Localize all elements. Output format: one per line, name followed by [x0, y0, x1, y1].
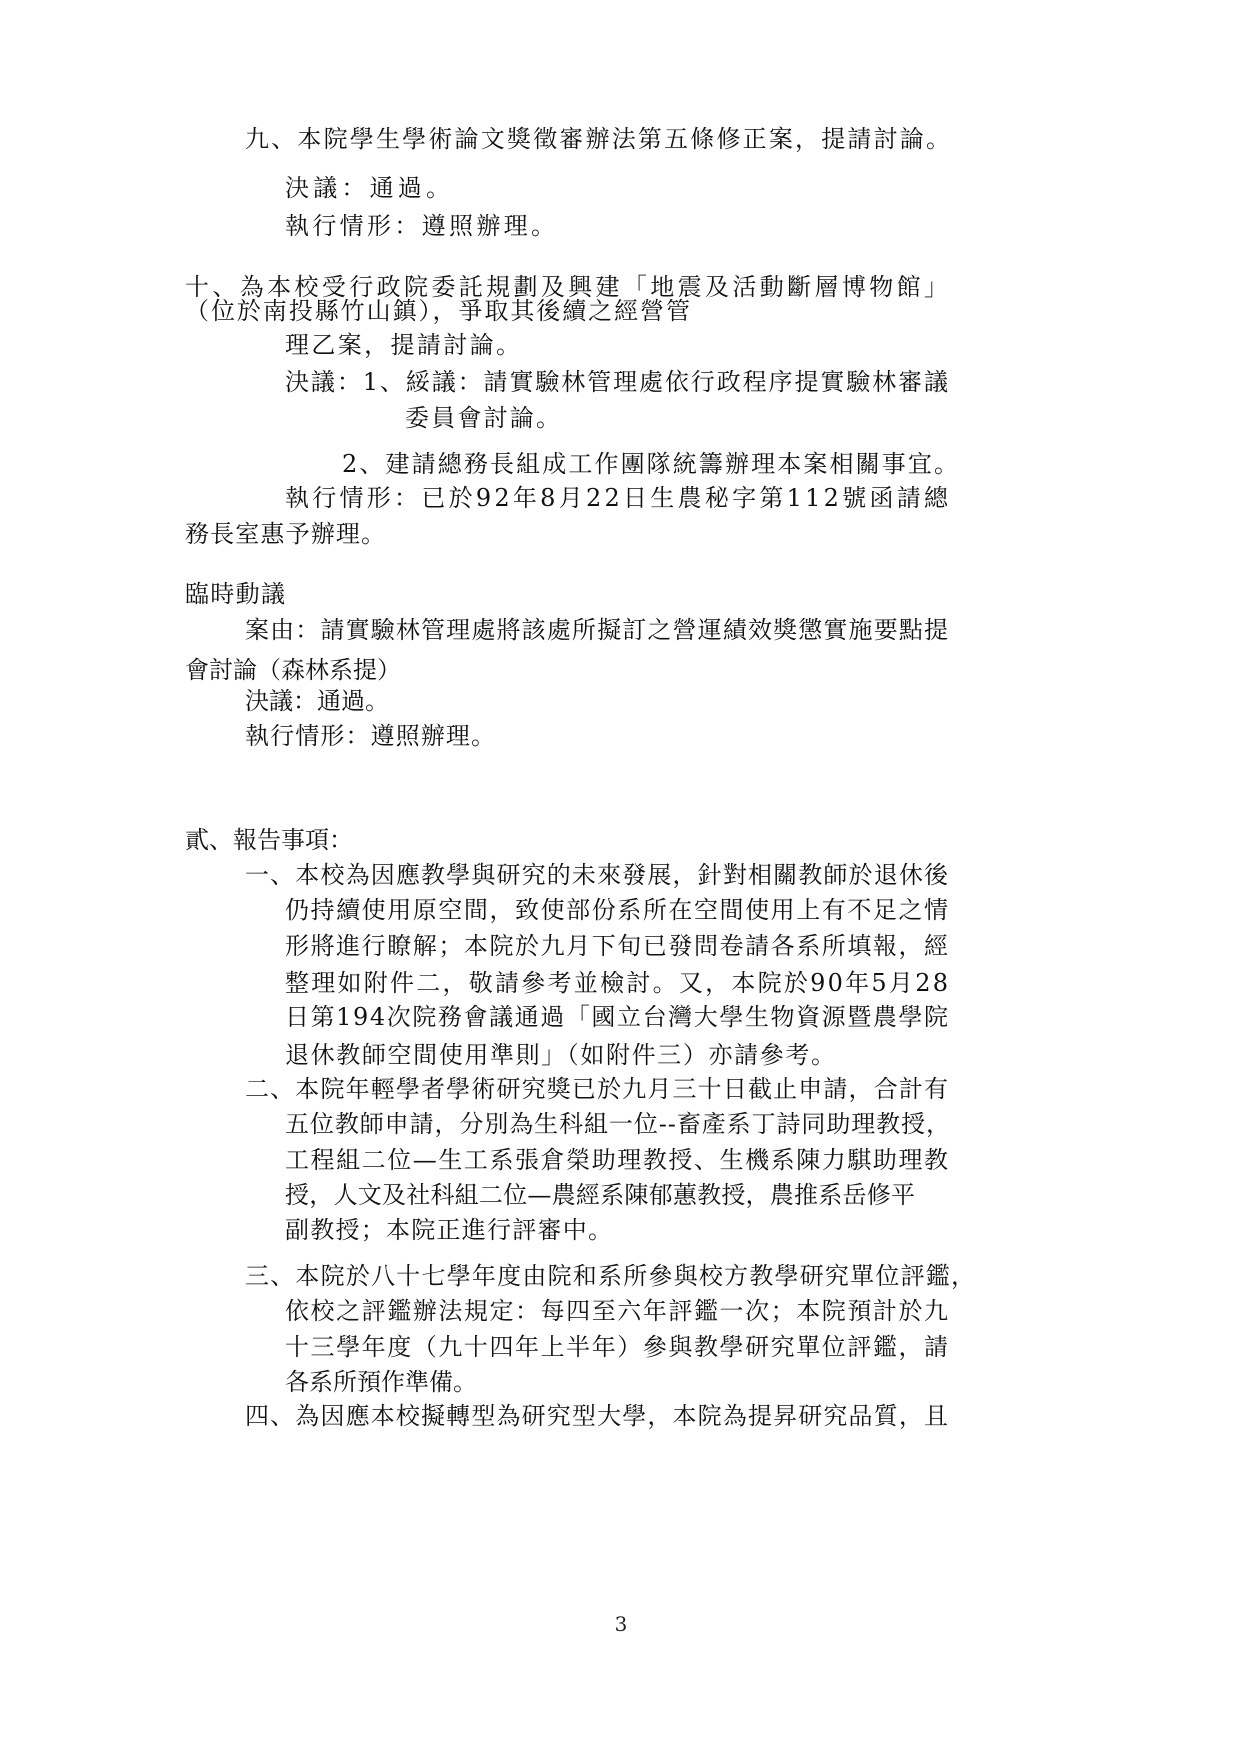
text-column: 工程組二位—生工系張倉榮助理教授、生機系陳力騏助理教	[285, 1146, 950, 1174]
text-column: 決議：1、綏議：請實驗林管理處依行政程序提實驗林審議	[285, 368, 950, 396]
section-heading: 臨時動議	[185, 580, 287, 608]
text-column: 決議：通過。	[285, 174, 455, 202]
text-column: 會討論（森林系提）	[185, 656, 401, 684]
text-column: 十三學年度（九十四年上半年）參與教學研究單位評鑑，請	[285, 1333, 950, 1361]
text-column: 一、本校為因應教學與研究的未來發展，針對相關教師於退休後	[245, 861, 950, 889]
text-column: 決議：通過。	[245, 687, 389, 715]
page-number: 3	[614, 1612, 628, 1636]
text-column: 依校之評鑑辦法規定：每四至六年評鑑一次；本院預計於九	[285, 1297, 950, 1325]
text-column: 務長室惠予辦理。	[185, 520, 387, 548]
text-column: 理乙案，提請討論。	[285, 331, 523, 359]
text-column: 整理如附件二，敬請參考並檢討。又，本院於90年5月28	[285, 969, 951, 997]
text-column: 四、為因應本校擬轉型為研究型大學，本院為提昇研究品質，且	[245, 1402, 950, 1430]
text-column: 退休教師空間使用準則」（如附件三）亦請參考。	[285, 1041, 837, 1069]
text-column: 執行情形：遵照辦理。	[245, 722, 497, 750]
text-column: 授，人文及社科組二位—農經系陳郁蕙教授，農推系岳修平	[285, 1181, 916, 1209]
text-column: 五位教師申請，分別為生科組一位--畜產系丁詩同助理教授，	[285, 1110, 951, 1138]
text-column: 2、建請總務長組成工作團隊統籌辦理本案相關事宜。	[342, 450, 961, 478]
text-column: 二、本院年輕學者學術研究獎已於九月三十日截止申請，合計有	[245, 1075, 950, 1103]
text-column: 委員會討論。	[405, 404, 563, 432]
section-heading: 貳、報告事項：	[185, 826, 353, 854]
text-column: 執行情形：遵照辦理。	[285, 212, 559, 240]
text-column: 仍持續使用原空間，致使部份系所在空間使用上有不足之情	[285, 896, 950, 924]
text-column: 副教授；本院正進行評審中。	[285, 1216, 614, 1244]
text-column: 十、為本校受行政院委託規劃及興建「地震及活動斷層博物館」	[185, 273, 952, 301]
text-column: 各系所預作準備。	[285, 1368, 477, 1396]
text-column: 執行情形：已於92年8月22日生農秘字第112號函請總	[285, 484, 952, 512]
text-column: 三、本院於八十七學年度由院和系所參與校方教學研究單位評鑑，	[245, 1262, 977, 1290]
text-column: （位於南投縣竹山鎮），爭取其後續之經營管	[185, 297, 692, 325]
text-column: 案由：請實驗林管理處將該處所擬訂之營運績效獎懲實施要點提	[245, 616, 950, 644]
text-column: 形將進行瞭解；本院於九月下旬已發問卷請各系所填報，經	[285, 932, 950, 960]
text-column: 日第194次院務會議通過「國立台灣大學生物資源暨農學院	[285, 1003, 950, 1031]
text-column: 九、本院學生學術論文獎徵審辦法第五條修正案，提請討論。	[245, 125, 953, 153]
